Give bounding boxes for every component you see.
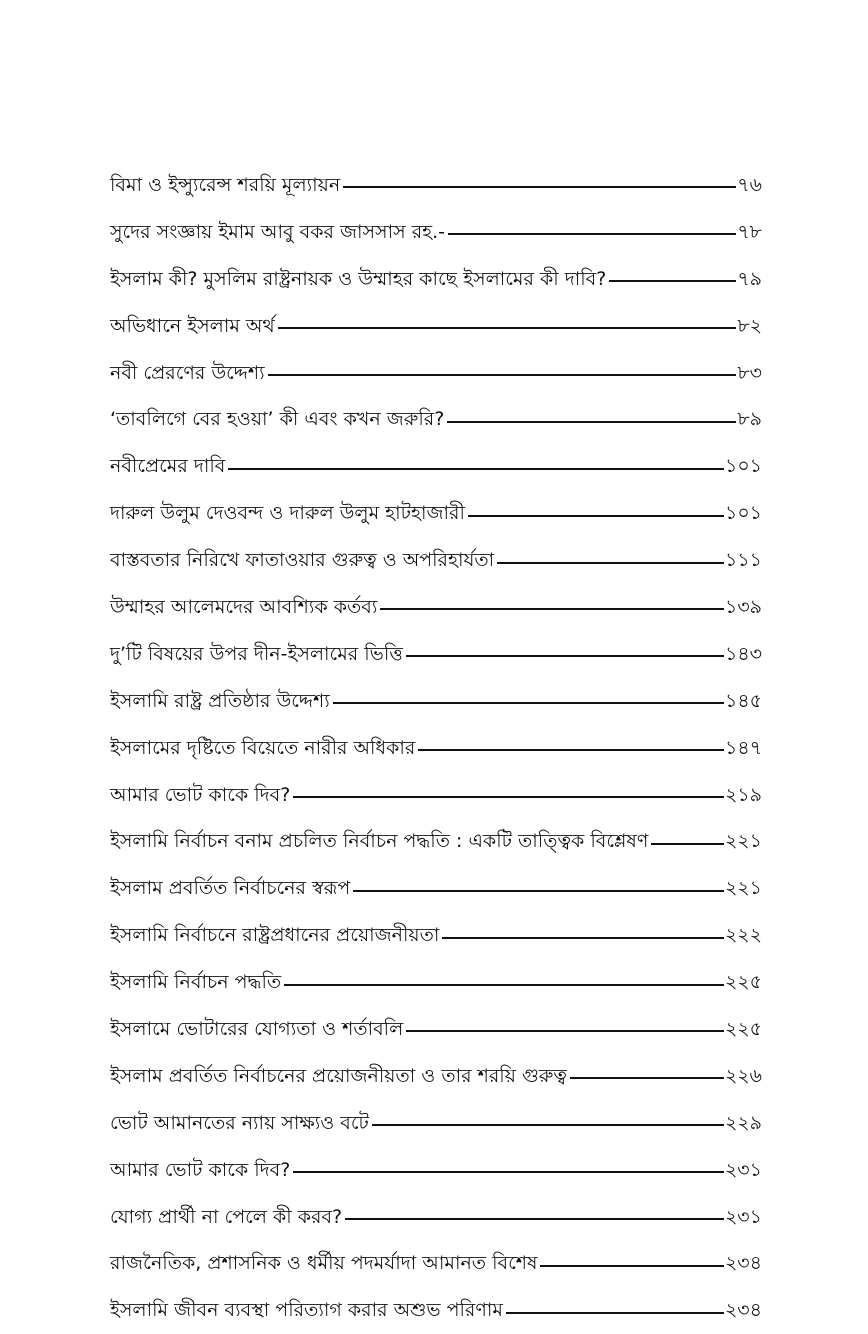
toc-entry-title: ইসলামি জীবন ব্যবস্থা পরিত্যাগ করার অশুভ পরিণাম bbox=[110, 1299, 503, 1322]
toc-entry-page: ৭৮ bbox=[737, 220, 762, 243]
toc-entry bbox=[110, 1287, 762, 1334]
toc-entry bbox=[110, 865, 762, 912]
toc-leader-line bbox=[406, 655, 724, 657]
toc-entry bbox=[110, 818, 762, 865]
toc-entry bbox=[110, 256, 762, 303]
table-of-contents bbox=[110, 162, 762, 1334]
toc-entry bbox=[110, 1006, 762, 1053]
toc-entry-title: ইসলামি রাষ্ট্র প্রতিষ্ঠার উদ্দেশ্য bbox=[110, 689, 330, 712]
toc-entry-title: ইসলামি নির্বাচনে রাষ্ট্রপ্রধানের প্রয়োজনীয়তা bbox=[110, 924, 440, 947]
toc-entry-title: উম্মাহর আলেমদের আবশ্যিক কর্তব্য bbox=[110, 595, 378, 618]
toc-leader-line bbox=[380, 608, 724, 610]
toc-leader-line bbox=[570, 1077, 724, 1079]
toc-entry-page: ৮৯ bbox=[737, 408, 762, 431]
toc-entry-page: ২৩৪ bbox=[724, 1299, 762, 1322]
toc-entry bbox=[110, 537, 762, 584]
toc-entry-title: দু’টি বিষয়ের উপর দীন-ইসলামের ভিত্তি bbox=[110, 642, 403, 665]
toc-entry-title: ইসলামি নির্বাচন পদ্ধতি bbox=[110, 971, 282, 994]
toc-leader-line bbox=[372, 1124, 724, 1126]
toc-entry-page: ২৩৪ bbox=[724, 1252, 762, 1275]
toc-entry-title: বিমা ও ইন্স্যুরেন্স শরয়ি মূল্যায়ন bbox=[110, 173, 341, 196]
toc-entry bbox=[110, 912, 762, 959]
toc-leader-line bbox=[442, 937, 724, 939]
toc-leader-line bbox=[506, 1312, 724, 1314]
toc-entry-title: ইসলামে ভোটারের যোগ্যতা ও শর্তাবলি bbox=[110, 1017, 404, 1040]
toc-entry-page: ৭৯ bbox=[737, 267, 762, 290]
toc-entry bbox=[110, 584, 762, 631]
toc-entry-title: আমার ভোট কাকে দিব? bbox=[110, 783, 291, 806]
toc-entry bbox=[110, 1100, 762, 1147]
toc-entry-title: রাজনৈতিক, প্রশাসনিক ও ধর্মীয় পদমর্যাদা আমানত বিশেষ bbox=[110, 1252, 538, 1275]
toc-leader-line bbox=[418, 749, 724, 751]
toc-entry-page: ২৩১ bbox=[724, 1205, 762, 1228]
toc-entry bbox=[110, 443, 762, 490]
toc-entry bbox=[110, 303, 762, 350]
toc-entry-page: ১১১ bbox=[725, 549, 762, 572]
toc-entry-title: ইসলামের দৃষ্টিতে বিয়েতে নারীর অধিকার bbox=[110, 736, 416, 759]
toc-entry-page: ২২১ bbox=[724, 877, 762, 900]
toc-entry-title: অভিধানে ইসলাম অর্থ bbox=[110, 314, 275, 337]
toc-entry bbox=[110, 1053, 762, 1100]
toc-entry bbox=[110, 959, 762, 1006]
toc-leader-line bbox=[284, 984, 724, 986]
toc-leader-line bbox=[468, 515, 724, 517]
toc-entry-page: ১৪৫ bbox=[725, 689, 762, 712]
toc-leader-line bbox=[293, 796, 724, 798]
toc-entry bbox=[110, 396, 762, 443]
toc-leader-line bbox=[268, 374, 737, 376]
toc-entry-page: ২২২ bbox=[724, 924, 762, 947]
toc-leader-line bbox=[333, 702, 724, 704]
toc-leader-line bbox=[343, 186, 736, 188]
toc-leader-line bbox=[353, 890, 724, 892]
toc-entry-title: সুদের সংজ্ঞায় ইমাম আবু বকর জাসসাস রহ.- bbox=[110, 220, 446, 243]
toc-entry-page: ২২১ bbox=[724, 830, 762, 853]
toc-leader-line bbox=[448, 233, 736, 235]
toc-entry-page: ২২৬ bbox=[724, 1064, 762, 1087]
toc-entry bbox=[110, 490, 762, 537]
toc-entry-title: আমার ভোট কাকে দিব? bbox=[110, 1158, 291, 1181]
toc-entry-title: ইসলামি নির্বাচন বনাম প্রচলিত নির্বাচন পদ্ধতি : একটি তাত্ত্বিক বিশ্লেষণ bbox=[110, 830, 649, 853]
toc-entry-page: ৭৬ bbox=[737, 173, 762, 196]
toc-entry-page: ২৩১ bbox=[724, 1158, 762, 1181]
toc-entry-title: ইসলাম প্রবর্তিত নির্বাচনের প্রয়োজনীয়তা ও তার শরয়ি গুরুত্ব bbox=[110, 1064, 567, 1087]
toc-entry-page: ৮২ bbox=[737, 314, 762, 337]
toc-entry-page: ২১৯ bbox=[724, 783, 762, 806]
toc-leader-line bbox=[406, 1030, 724, 1032]
toc-entry-page: ১৪৩ bbox=[724, 642, 762, 665]
toc-entry-page: ৮৩ bbox=[737, 361, 762, 384]
toc-entry bbox=[110, 350, 762, 397]
toc-entry-page: ১৩৯ bbox=[724, 595, 762, 618]
toc-entry-page: ১০১ bbox=[724, 502, 762, 525]
toc-entry-title: নবীপ্রেমের দাবি bbox=[110, 455, 226, 478]
toc-entry-page: ২২৯ bbox=[724, 1111, 762, 1134]
toc-entry-title: ইসলাম কী? মুসলিম রাষ্ট্রনায়ক ও উম্মাহর কাছে ইসলামের কী দাবি? bbox=[110, 267, 607, 290]
toc-entry bbox=[110, 678, 762, 725]
toc-leader-line bbox=[651, 843, 724, 845]
toc-entry-page: ২২৫ bbox=[724, 971, 762, 994]
toc-leader-line bbox=[228, 468, 724, 470]
toc-entry bbox=[110, 1240, 762, 1287]
toc-entry bbox=[110, 725, 762, 772]
toc-entry bbox=[110, 1194, 762, 1241]
toc-leader-line bbox=[497, 562, 724, 564]
toc-entry bbox=[110, 631, 762, 678]
toc-leader-line bbox=[447, 421, 736, 423]
toc-entry-page: ২২৫ bbox=[724, 1017, 762, 1040]
toc-entry bbox=[110, 209, 762, 256]
toc-entry-page: ১০১ bbox=[724, 455, 762, 478]
toc-entry bbox=[110, 162, 762, 209]
toc-entry-title: নবী প্রেরণের উদ্দেশ্য bbox=[110, 361, 265, 384]
toc-entry-title: দারুল উলুম দেওবন্দ ও দারুল উলুম হাটহাজারী bbox=[110, 502, 465, 525]
toc-entry-title: ইসলাম প্রবর্তিত নির্বাচনের স্বরূপ bbox=[110, 877, 351, 900]
toc-entry-title: ‘তাবলিগে বের হওয়া’ কী এবং কখন জরুরি? bbox=[110, 408, 445, 431]
toc-entry bbox=[110, 1147, 762, 1194]
toc-leader-line bbox=[345, 1218, 724, 1220]
toc-leader-line bbox=[540, 1265, 723, 1267]
toc-entry-title: ভোট আমানতের ন্যায় সাক্ষ্যও বটে bbox=[110, 1111, 369, 1134]
toc-leader-line bbox=[609, 280, 736, 282]
toc-entry-title: যোগ্য প্রার্থী না পেলে কী করব? bbox=[110, 1205, 343, 1228]
toc-entry-page: ১৪৭ bbox=[724, 736, 762, 759]
toc-leader-line bbox=[293, 1171, 724, 1173]
toc-entry bbox=[110, 772, 762, 819]
toc-leader-line bbox=[278, 327, 737, 329]
toc-entry-title: বাস্তবতার নিরিখে ফাতাওয়ার গুরুত্ব ও অপরিহার্যতা bbox=[110, 549, 495, 572]
